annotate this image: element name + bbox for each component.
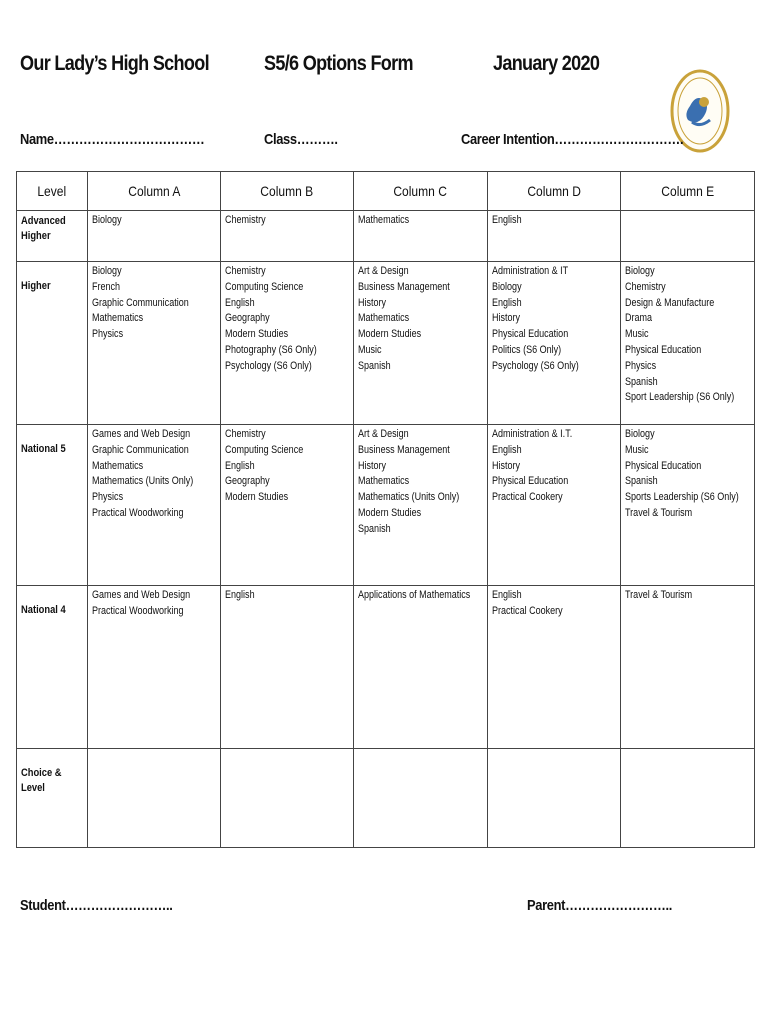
subject-item: Biology: [625, 428, 655, 440]
subject-item: Business Management: [358, 280, 450, 293]
level-cell: [17, 211, 88, 262]
subject-cell-column-c: [354, 425, 488, 586]
subject-cell-column-a: [88, 211, 221, 262]
subject-cell-column-a[interactable]: [88, 749, 221, 848]
subject-item: Sports Leadership (S6 Only): [625, 491, 739, 504]
subject-item: Chemistry: [225, 428, 266, 440]
subject-item: Mathematics (Units Only): [92, 475, 194, 488]
subject-item: Mathematics: [92, 312, 144, 325]
subject-cell-column-c: [354, 262, 488, 425]
table-row-national-5: [17, 425, 755, 586]
subject-item: Spanish: [358, 359, 391, 372]
header-column-c: Column C: [354, 172, 488, 211]
level-label: Higher: [21, 230, 51, 242]
level-cell: [17, 262, 88, 425]
header-column-b: Column B: [221, 172, 354, 211]
subject-item: Travel & Tourism: [625, 506, 693, 519]
subject-cell-column-b: [221, 586, 354, 749]
subject-item: Mathematics: [358, 312, 410, 325]
subject-item: Chemistry: [625, 280, 666, 293]
subject-item: Mathematics (Units Only): [358, 491, 460, 504]
options-table: [16, 171, 755, 848]
subject-cell-column-b[interactable]: [221, 749, 354, 848]
subject-cell-column-e: [621, 586, 755, 749]
subject-item: Biology: [92, 214, 122, 226]
subject-item: English: [492, 589, 522, 601]
subject-item: Computing Science: [225, 280, 304, 293]
subject-item: Spanish: [358, 522, 391, 535]
subject-item: Modern Studies: [358, 506, 422, 519]
subject-item: Administration & I.T.: [492, 428, 573, 440]
subject-cell-column-b: [221, 425, 354, 586]
level-label: National 4: [21, 604, 66, 616]
subject-cell-column-a: [88, 425, 221, 586]
level-label: Level: [21, 782, 45, 794]
subject-item: Physical Education: [625, 459, 702, 472]
subject-item: History: [492, 312, 521, 325]
level-label: National 5: [21, 443, 66, 455]
subject-item: Modern Studies: [225, 328, 289, 341]
subject-item: Games and Web Design: [92, 589, 191, 601]
level-label: Choice &: [21, 767, 62, 779]
table-row-higher: [17, 262, 755, 425]
subject-item: Music: [358, 343, 382, 356]
subject-item: Physical Education: [625, 343, 702, 356]
name-field[interactable]: Name………………………………: [20, 131, 205, 148]
subject-cell-column-b: [221, 262, 354, 425]
subject-cell-column-c[interactable]: [354, 749, 488, 848]
subject-item: Geography: [225, 312, 270, 325]
subject-item: Biology: [92, 265, 122, 277]
subject-cell-column-d: [488, 586, 621, 749]
subject-item: Applications of Mathematics: [358, 589, 471, 601]
subject-item: Practical Woodworking: [92, 506, 184, 519]
subject-item: Business Management: [358, 443, 450, 456]
subject-item: Music: [625, 443, 649, 456]
subject-item: Modern Studies: [358, 328, 422, 341]
subject-cell-column-d: [488, 425, 621, 586]
subject-item: Chemistry: [225, 214, 266, 226]
subject-item: English: [225, 296, 255, 309]
subject-cell-column-c: [354, 211, 488, 262]
subject-item: English: [225, 589, 255, 601]
subject-item: Drama: [625, 312, 653, 325]
subject-item: Mathematics: [358, 475, 410, 488]
subject-item: Design & Manufacture: [625, 296, 715, 309]
table-row-choice-level: [17, 749, 755, 848]
subject-item: Modern Studies: [225, 491, 289, 504]
level-label: Higher: [21, 280, 51, 292]
parent-signature-field[interactable]: Parent……………………..: [527, 897, 673, 914]
subject-cell-column-a: [88, 262, 221, 425]
header-column-a: Column A: [88, 172, 221, 211]
subject-cell-column-d: [488, 262, 621, 425]
level-cell: [17, 749, 88, 848]
subject-item: Games and Web Design: [92, 428, 191, 440]
subject-item: English: [492, 214, 522, 226]
subject-item: Art & Design: [358, 265, 409, 277]
subject-item: Administration & IT: [492, 265, 569, 277]
subject-item: English: [225, 459, 255, 472]
subject-item: History: [358, 459, 387, 472]
level-cell: [17, 425, 88, 586]
subject-item: Practical Cookery: [492, 604, 563, 617]
subject-cell-column-e: [621, 262, 755, 425]
career-intention-field[interactable]: Career Intention………………………….: [461, 131, 684, 148]
school-name: Our Lady’s High School: [20, 52, 209, 75]
subject-item: Biology: [625, 265, 655, 277]
subject-item: Travel & Tourism: [625, 589, 693, 601]
subject-item: Graphic Communication: [92, 443, 189, 456]
subject-item: English: [492, 443, 522, 456]
subject-item: Physics: [92, 491, 124, 504]
subject-cell-column-d[interactable]: [488, 749, 621, 848]
subject-item: Graphic Communication: [92, 296, 189, 309]
subject-item: Biology: [492, 280, 522, 293]
subject-item: Geography: [225, 475, 270, 488]
subject-item: Physical Education: [492, 475, 569, 488]
subject-item: French: [92, 280, 121, 293]
subject-cell-column-b: [221, 211, 354, 262]
header-level: Level: [17, 172, 88, 211]
form-date: January 2020: [493, 52, 600, 75]
subject-cell-column-a: [88, 586, 221, 749]
subject-cell-column-e[interactable]: [621, 749, 755, 848]
subject-item: Computing Science: [225, 443, 304, 456]
subject-item: Physics: [92, 328, 124, 341]
subject-item: Mathematics: [92, 459, 144, 472]
subject-item: Art & Design: [358, 428, 409, 440]
subject-item: Spanish: [625, 375, 658, 388]
header-column-d: Column D: [488, 172, 621, 211]
level-cell: [17, 586, 88, 749]
subject-item: Photography (S6 Only): [225, 343, 317, 356]
header-column-e: Column E: [621, 172, 755, 211]
subject-cell-column-d: [488, 211, 621, 262]
subject-item: History: [492, 459, 521, 472]
subject-cell-column-e: [621, 211, 755, 262]
subject-item: Psychology (S6 Only): [225, 359, 312, 372]
table-row-advanced-higher: [17, 211, 755, 262]
table-row-national-4: [17, 586, 755, 749]
subject-item: Mathematics: [358, 214, 410, 226]
table-header-row: [17, 172, 755, 211]
class-field[interactable]: Class……….: [264, 131, 338, 148]
subject-item: English: [492, 296, 522, 309]
subject-item: Politics (S6 Only): [492, 343, 562, 356]
subject-cell-column-e: [621, 425, 755, 586]
level-label: Advanced: [21, 215, 66, 227]
subject-item: Physical Education: [492, 328, 569, 341]
subject-item: Psychology (S6 Only): [492, 359, 579, 372]
subject-item: Sport Leadership (S6 Only): [625, 391, 735, 404]
subject-item: Chemistry: [225, 265, 266, 277]
subject-item: Practical Woodworking: [92, 604, 184, 617]
subject-item: Music: [625, 328, 649, 341]
subject-item: Spanish: [625, 475, 658, 488]
subject-item: History: [358, 296, 387, 309]
student-signature-field[interactable]: Student……………………..: [20, 897, 173, 914]
subject-item: Physics: [625, 359, 657, 372]
subject-item: Practical Cookery: [492, 491, 563, 504]
subject-cell-column-c: [354, 586, 488, 749]
form-title: S5/6 Options Form: [264, 52, 413, 75]
